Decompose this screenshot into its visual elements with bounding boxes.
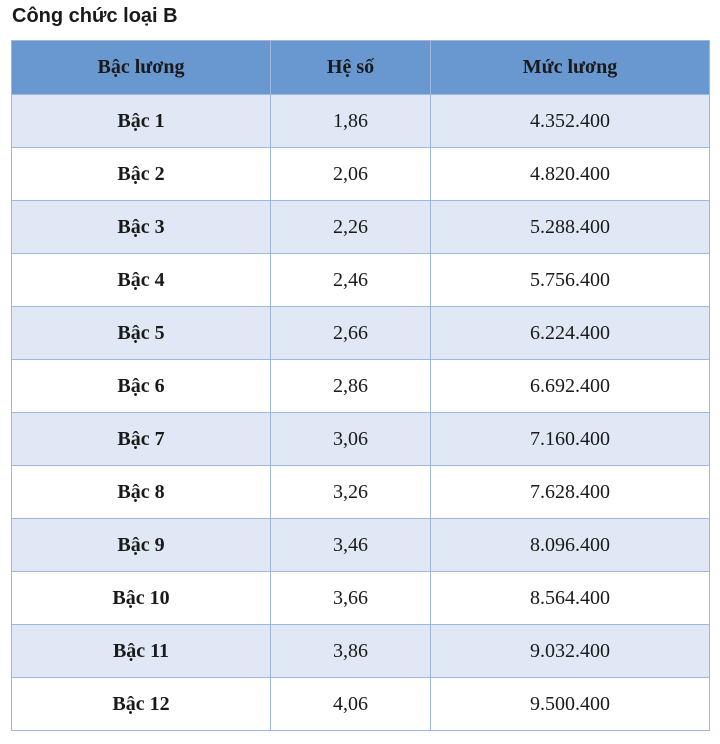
coefficient-cell: 2,46 xyxy=(271,254,431,307)
table-row xyxy=(12,519,710,572)
table-row xyxy=(12,413,710,466)
coefficient-cell: 3,86 xyxy=(271,625,431,678)
grade-cell: Bậc 8 xyxy=(12,466,271,519)
table-row xyxy=(12,95,710,148)
table-header xyxy=(12,41,710,95)
grade-cell: Bậc 10 xyxy=(12,572,271,625)
grade-cell: Bậc 7 xyxy=(12,413,271,466)
page-title: Công chức loại B xyxy=(12,5,178,27)
table-row xyxy=(12,201,710,254)
coefficient-cell: 1,86 xyxy=(271,95,431,148)
salary-cell: 4.820.400 xyxy=(431,148,710,201)
salary-cell: 5.288.400 xyxy=(431,201,710,254)
grade-cell: Bậc 4 xyxy=(12,254,271,307)
table-row xyxy=(12,307,710,360)
salary-cell: 7.628.400 xyxy=(431,466,710,519)
table-row xyxy=(12,466,710,519)
salary-cell: 5.756.400 xyxy=(431,254,710,307)
header-row xyxy=(12,41,710,95)
table-row xyxy=(12,678,710,731)
grade-cell: Bậc 11 xyxy=(12,625,271,678)
table-row xyxy=(12,625,710,678)
grade-cell: Bậc 6 xyxy=(12,360,271,413)
table-row xyxy=(12,254,710,307)
table-row xyxy=(12,572,710,625)
grade-cell: Bậc 2 xyxy=(12,148,271,201)
salary-cell: 8.096.400 xyxy=(431,519,710,572)
salary-table xyxy=(11,40,710,731)
coefficient-cell: 2,66 xyxy=(271,307,431,360)
grade-cell: Bậc 12 xyxy=(12,678,271,731)
salary-cell: 8.564.400 xyxy=(431,572,710,625)
table-row xyxy=(12,360,710,413)
salary-cell: 9.032.400 xyxy=(431,625,710,678)
salary-cell: 4.352.400 xyxy=(431,95,710,148)
coefficient-cell: 2,06 xyxy=(271,148,431,201)
grade-cell: Bậc 9 xyxy=(12,519,271,572)
salary-cell: 6.692.400 xyxy=(431,360,710,413)
salary-cell: 7.160.400 xyxy=(431,413,710,466)
coefficient-cell: 2,26 xyxy=(271,201,431,254)
salary-cell: 6.224.400 xyxy=(431,307,710,360)
coefficient-cell: 4,06 xyxy=(271,678,431,731)
table-row xyxy=(12,148,710,201)
grade-cell: Bậc 3 xyxy=(12,201,271,254)
coefficient-cell: 2,86 xyxy=(271,360,431,413)
grade-cell: Bậc 5 xyxy=(12,307,271,360)
header-salary: Mức lương xyxy=(431,41,710,95)
coefficient-cell: 3,06 xyxy=(271,413,431,466)
coefficient-cell: 3,46 xyxy=(271,519,431,572)
coefficient-cell: 3,66 xyxy=(271,572,431,625)
header-grade: Bậc lương xyxy=(12,41,271,95)
header-coefficient: Hệ số xyxy=(271,41,431,95)
salary-cell: 9.500.400 xyxy=(431,678,710,731)
table-body xyxy=(12,95,710,731)
grade-cell: Bậc 1 xyxy=(12,95,271,148)
coefficient-cell: 3,26 xyxy=(271,466,431,519)
